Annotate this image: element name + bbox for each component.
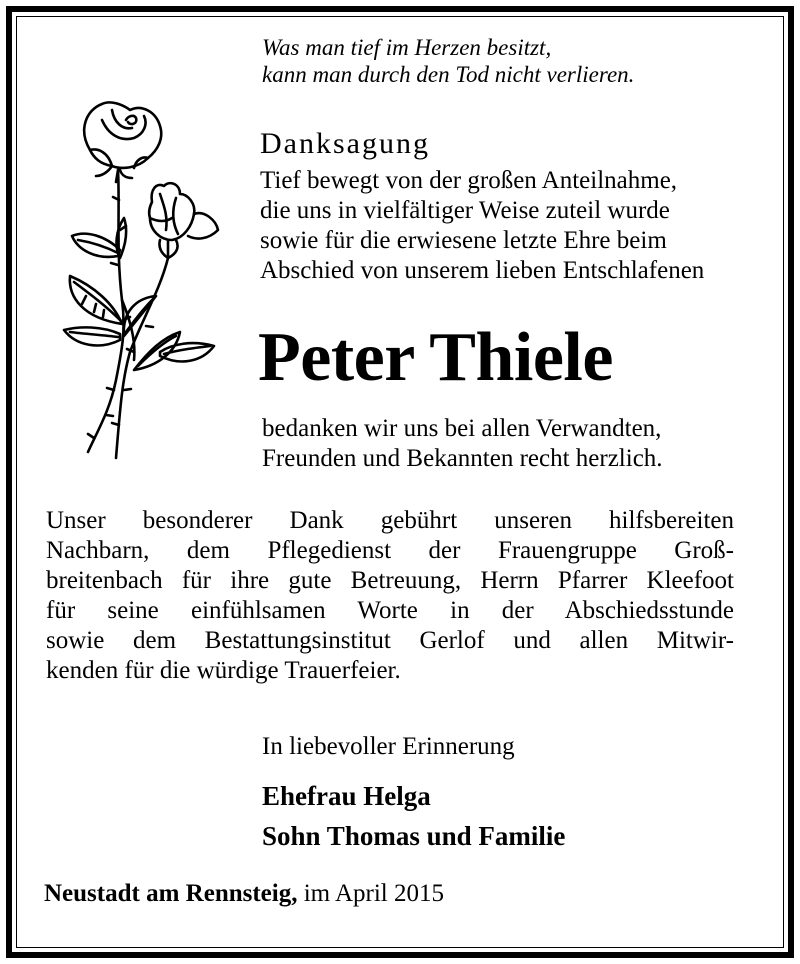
motto [262,34,634,88]
intro-line: Tief bewegt von der großen Anteilnahme, [260,167,678,194]
motto-line-1: Was man tief im Herzen besitzt, [262,35,552,60]
signatory-son: Sohn Thomas und Familie [262,821,566,851]
rose-illustration-icon [50,90,226,462]
paragraph-line: für seine einfühlsamen Worte in der Abschiedsstunde [46,597,734,624]
paragraph-line: kenden für die würdige Trauerfeier. [46,657,401,684]
motto-line-2: kann man durch den Tod nicht verlieren. [262,62,635,87]
thanks-line: Freunden und Bekannten recht herzlich. [262,445,663,472]
memory-line: In liebevoller Erinnerung [262,733,515,760]
intro-text [260,166,704,286]
place: Neustadt am Rennsteig, [44,880,298,907]
deceased-name: Peter Thiele [258,319,613,396]
intro-line: sowie für die erwiesene letzte Ehre beim [260,227,667,254]
intro-line: Abschied von unserem lieben Entschlafenen [260,257,705,284]
signatory-wife: Ehefrau Helga [262,781,431,811]
paragraph-line: Unser besonderer Dank gebührt unseren hilfsbereiten [46,507,734,534]
paragraph-line: sowie dem Bestattungsinstitut Gerlof und allen Mitwir- [46,627,734,654]
thanks-text [262,414,663,474]
heading: Danksagung [260,127,430,160]
thanks-line: bedanken wir uns bei allen Verwandten, [262,415,662,442]
intro-line: die uns in vielfältiger Weise zuteil wurde [260,197,670,224]
special-thanks-paragraph [46,506,734,686]
date: im April 2015 [303,880,445,907]
paragraph-line: Nachbarn, dem Pflegedienst der Frauengruppe Groß- [46,537,734,564]
paragraph-line: breitenbach für ihre gute Betreuung, Herrn Pfarrer Kleefoot [46,567,734,594]
place-date [44,878,444,910]
